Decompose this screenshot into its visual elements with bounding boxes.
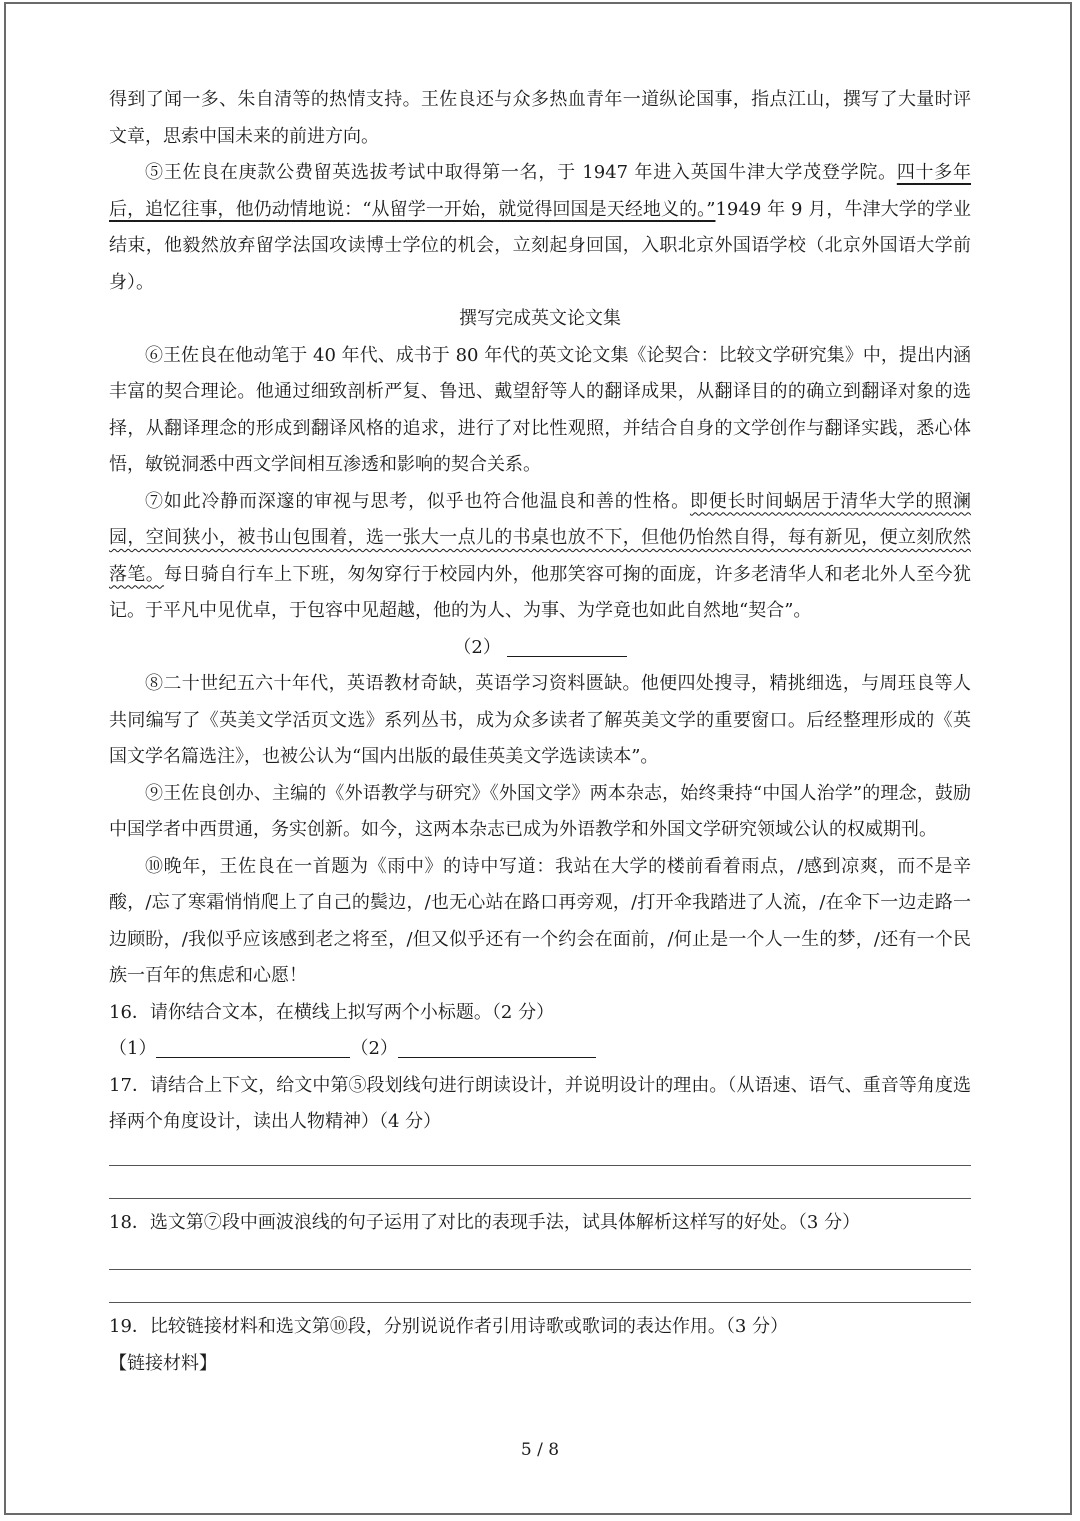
- answer-line-17-2[interactable]: [109, 1198, 971, 1199]
- paragraph-7: [109, 484, 971, 630]
- document-body: [109, 82, 971, 1382]
- paragraph-10: ⑩晚年，王佐良在一首题为《雨中》的诗中写道：我站在大学的楼前看着雨点，/感到凉爽，而不是辛酸，/忘了寒霜悄悄爬上了自己的鬓边，/也无心站在路口再旁观，/打开伞我踏进了人流，/在伞下一边走路一边顾盼，/我似乎应该感到老之将至，/但又似乎还有一个约会在面前，/何止是一个人一生的梦，/还有一个民族一百年的焦虑和心愿！: [109, 855, 971, 986]
- question-19: 19．比较链接材料和选文第⑩段，分别说说作者引用诗歌或歌词的表达作用。（3 分）: [109, 1316, 789, 1337]
- question-17: 17．请结合上下文，给文中第⑤段划线句进行朗读设计，并说明设计的理由。（从语速、语气、重音等角度选择两个角度设计，读出人物精神）（4 分）: [109, 1074, 971, 1132]
- subheading-2-label: （2）: [453, 636, 501, 658]
- paragraph-5: [109, 155, 971, 301]
- blank-1-line[interactable]: [156, 1035, 350, 1058]
- paragraph-7-text-before: ⑦如此冷静而深邃的审视与思考，似乎也符合他温良和善的性格。: [145, 490, 690, 512]
- question-18: 18．选文第⑦段中画波浪线的句子运用了对比的表现手法，试具体解析这样写的好处。（3 分）: [109, 1211, 861, 1233]
- paragraph-continued: 得到了闻一多、朱自清等的热情支持。王佐良还与众多热血青年一道纵论国事，指点江山，撰写了大量时评文章，思索中国未来的前进方向。: [109, 89, 971, 147]
- wavy-underlined-sentence: 即便长时间蜗居于清华大学的照澜园，空间狭小，被书山包围着，选一张大一点儿的书桌也放不下，但他仍怡然自得，每有新见，便立刻欣然落笔。: [109, 490, 972, 585]
- blank-2-line[interactable]: [398, 1035, 596, 1058]
- question-16-blanks: [109, 1031, 971, 1068]
- question-16: 16．请你结合文本，在横线上拟写两个小标题。（2 分）: [109, 1001, 555, 1023]
- answer-line-18-1[interactable]: [109, 1269, 971, 1270]
- underlined-sentence: 四十多年后，追忆往事，他仍动情地说：“从留学一开始，就觉得回国是天经地义的。”: [109, 162, 972, 220]
- page-number: 5 / 8: [520, 1440, 560, 1460]
- link-material-label: 【链接材料】: [109, 1352, 217, 1374]
- subheading-1: 撰写完成英文论文集: [459, 308, 621, 329]
- subheading-2: [109, 630, 971, 667]
- blank-1-label: （1）: [109, 1038, 157, 1059]
- paragraph-5-text-after: 1949 年 9 月，牛津大学的学业结束，他毅然放弃留学法国攻读博士学位的机会，立刻起身回国，入职北京外国语学校（北京外国语大学前身）。: [109, 198, 971, 293]
- paragraph-8: ⑧二十世纪五六十年代，英语教材奇缺，英语学习资料匮缺。他便四处搜寻，精挑细选，与周珏良等人共同编写了《英美文学活页文选》系列丛书，成为众多读者了解英美文学的重要窗口。后经整理形成的《英国文学名篇选注》，也被公认为“国内出版的最佳英美文学选读读本”。: [109, 673, 971, 767]
- paragraph-9: ⑨王佐良创办、主编的《外语教学与研究》《外国文学》两本杂志，始终秉持“中国人治学”的理念，鼓励中国学者中西贯通，务实创新。如今，这两本杂志已成为外语教学和外国文学研究领域公认的权威期刊。: [109, 782, 971, 840]
- blank-2-label: （2）: [350, 1038, 398, 1059]
- paragraph-5-text-before: ⑤王佐良在庚款公费留英选拔考试中取得第一名，于 1947 年进入英国牛津大学茂登学院。: [145, 162, 897, 183]
- answer-line-17-1[interactable]: [109, 1165, 971, 1166]
- answer-line-18-2[interactable]: [109, 1302, 971, 1303]
- paragraph-7-text-after: 每日骑自行车上下班，匆匆穿行于校园内外，他那笑容可掬的面庞，许多老清华人和老北外人至今犹记。于平凡中见优卓，于包容中见超越，他的为人、为事、为学竟也如此自然地“契合”。: [109, 563, 971, 621]
- subheading-2-blank[interactable]: [507, 634, 627, 657]
- paragraph-6: ⑥王佐良在他动笔于 40 年代、成书于 80 年代的英文论文集《论契合：比较文学研究集》中，提出内涵丰富的契合理论。他通过细致剖析严复、鲁迅、戴望舒等人的翻译成果，从翻译目的的确立到翻译对象的选择，从翻译理念的形成到翻译风格的追求，进行了对比性观照，并结合自身的文学创作与翻译实践，悉心体悟，敏锐洞悉中西文学间相互渗透和影响的契合关系。: [109, 344, 971, 475]
